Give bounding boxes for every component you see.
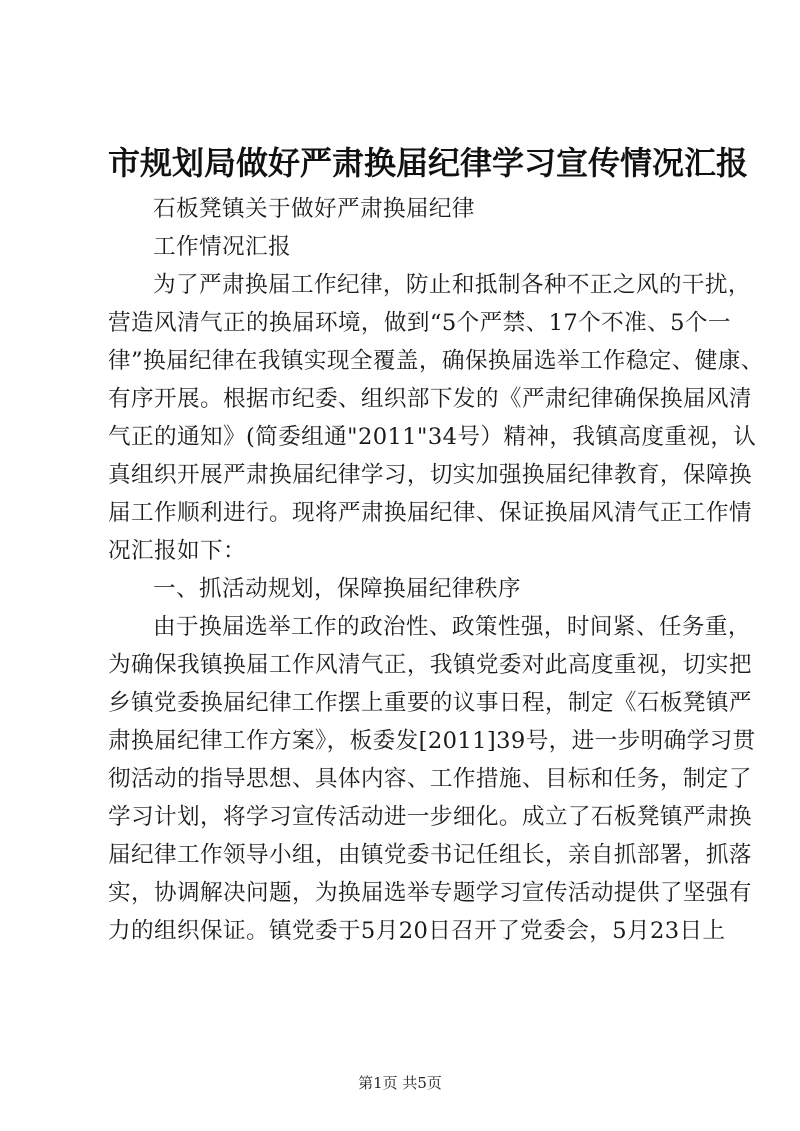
text-line: 由于换届选举工作的政治性、政策性强，时间紧、任务重， — [153, 614, 751, 640]
text-line: 为了严肃换届工作纪律，防止和抵制各种不正之风的干扰， — [153, 272, 751, 298]
paragraph-section-body — [108, 608, 756, 950]
page-number-footer: 第1页 共5页 — [358, 1074, 442, 1092]
text-line: 气正的通知》(简委组通"2011"34号）精神，我镇高度重视，认 — [108, 424, 757, 450]
text-line: 肃换届纪律工作方案》，板委发[2011]39号，进一步明确学习贯 — [108, 728, 756, 754]
section-heading — [108, 570, 712, 608]
paragraph-subtitle-2 — [108, 228, 712, 266]
text-line: 有序开展。根据市纪委、组织部下发的《严肃纪律确保换届风清 — [108, 386, 752, 412]
text-line: 学习计划，将学习宣传活动进一步细化。成立了石板凳镇严肃换 — [108, 804, 752, 830]
text-line: 一、抓活动规划，保障换届纪律秩序 — [153, 576, 521, 602]
text-line: 力的组织保证。镇党委于5月20日召开了党委会，5月23日上 — [108, 918, 726, 944]
text-line: 乡镇党委换届纪律工作摆上重要的议事日程，制定《石板凳镇严 — [108, 690, 752, 716]
text-line: 工作情况汇报 — [153, 234, 291, 260]
text-line: 营造风清气正的换届环境，做到“5个严禁、17个不准、5个一 — [108, 310, 731, 336]
document-body — [108, 190, 764, 950]
text-line: 为确保我镇换届工作风清气正，我镇党委对此高度重视，切实把 — [108, 652, 752, 678]
text-line: 律”换届纪律在我镇实现全覆盖，确保换届选举工作稳定、健康、 — [108, 348, 764, 374]
text-line: 实，协调解决问题，为换届选举专题学习宣传活动提供了坚强有 — [108, 880, 752, 906]
text-line: 况汇报如下： — [108, 538, 246, 564]
text-line: 届纪律工作领导小组，由镇党委书记任组长，亲自抓部署，抓落 — [108, 842, 752, 868]
text-line: 届工作顺利进行。现将严肃换届纪律、保证换届风清气正工作情 — [108, 500, 752, 526]
paragraph-intro — [108, 266, 764, 570]
text-line: 石板凳镇关于做好严肃换届纪律 — [153, 196, 475, 222]
document-title: 市规划局做好严肃换届纪律学习宣传情况汇报 — [108, 144, 749, 182]
paragraph-subtitle-1 — [108, 190, 712, 228]
text-line: 彻活动的指导思想、具体内容、工作措施、目标和任务，制定了 — [108, 766, 752, 792]
text-line: 真组织开展严肃换届纪律学习，切实加强换届纪律教育，保障换 — [108, 462, 752, 488]
